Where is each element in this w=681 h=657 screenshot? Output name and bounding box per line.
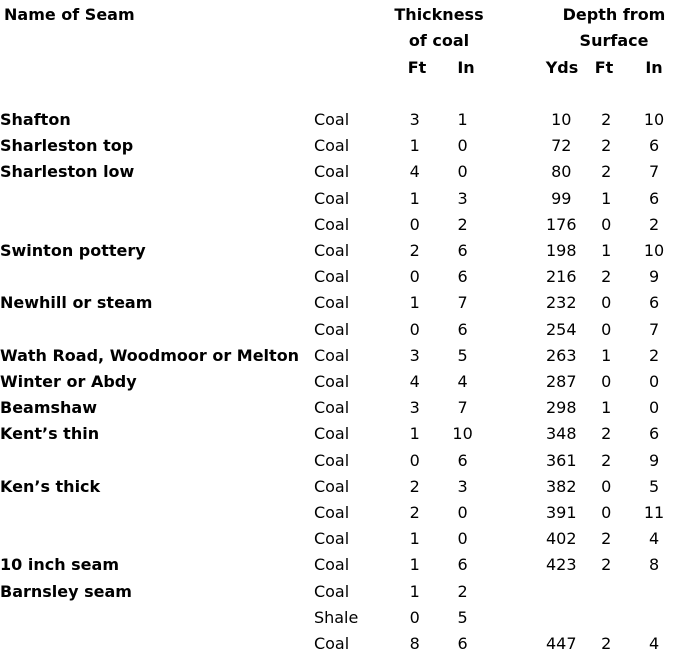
thickness-in: 5 — [457, 345, 468, 365]
column-gap — [488, 369, 538, 395]
column-gap — [488, 474, 538, 500]
thickness-in: 4 — [457, 372, 468, 392]
column-gap — [488, 500, 538, 526]
depth-ft: 1 — [601, 345, 612, 365]
table-row — [0, 133, 681, 159]
seam-name — [0, 212, 314, 238]
thickness-ft: 0 — [409, 607, 420, 627]
depth-ft — [585, 605, 627, 631]
header-depth-in: In — [645, 58, 663, 77]
table-row — [0, 290, 681, 316]
seam-name — [0, 317, 314, 343]
table-row — [0, 369, 681, 395]
depth-in: 11 — [643, 503, 665, 523]
column-gap — [488, 579, 538, 605]
thickness-ft: 1 — [409, 581, 420, 601]
table-row — [0, 107, 681, 133]
depth-ft: 1 — [601, 241, 612, 261]
seam-name: 10 inch seam — [0, 555, 119, 575]
table-row — [0, 552, 681, 578]
thickness-ft: 3 — [409, 110, 420, 129]
thickness-in: 6 — [457, 634, 468, 654]
seam-table-body — [0, 107, 681, 657]
depth-yds: 99 — [551, 188, 572, 208]
column-gap — [488, 212, 538, 238]
column-gap — [488, 159, 538, 185]
thickness-in: 0 — [457, 503, 468, 523]
table-row — [0, 579, 681, 605]
depth-ft: 2 — [601, 162, 612, 182]
depth-in: 2 — [648, 214, 660, 234]
seam-name — [0, 605, 314, 631]
material-type: Coal — [313, 241, 350, 261]
material-type: Coal — [313, 214, 350, 234]
depth-yds — [537, 579, 585, 605]
table-row — [0, 631, 681, 657]
depth-ft: 0 — [601, 293, 612, 313]
header-thickness-ft: Ft — [407, 58, 427, 77]
column-gap — [488, 605, 538, 631]
material-type: Coal — [313, 555, 350, 575]
header-thickness-line1: Thickness — [394, 5, 484, 24]
column-gap — [488, 186, 538, 212]
depth-in — [627, 605, 681, 631]
thickness-ft: 8 — [409, 634, 420, 654]
depth-ft: 2 — [601, 634, 612, 654]
material-type: Coal — [313, 267, 350, 287]
depth-in: 9 — [648, 267, 660, 287]
depth-in: 8 — [648, 555, 660, 575]
thickness-in: 6 — [457, 555, 468, 575]
table-row — [0, 238, 681, 264]
table-row — [0, 421, 681, 447]
thickness-in: 6 — [457, 450, 468, 470]
depth-in: 4 — [648, 634, 660, 654]
column-gap — [488, 290, 538, 316]
seam-name: Beamshaw — [0, 398, 98, 418]
depth-in: 9 — [648, 450, 660, 470]
table-row — [0, 186, 681, 212]
seam-name — [0, 448, 314, 474]
depth-ft: 0 — [601, 503, 612, 523]
depth-ft: 2 — [601, 424, 612, 444]
thickness-ft: 2 — [409, 476, 420, 496]
seam-name: Shafton — [0, 110, 71, 129]
thickness-ft: 4 — [409, 162, 420, 182]
seam-name: Ken’s thick — [0, 476, 101, 496]
seam-name — [0, 631, 314, 657]
thickness-in: 3 — [457, 188, 468, 208]
thickness-in: 1 — [457, 110, 468, 129]
depth-yds: 72 — [551, 136, 572, 156]
depth-in: 7 — [648, 319, 660, 339]
seam-name: Wath Road, Woodmoor or Melton — [0, 345, 300, 365]
thickness-in: 0 — [457, 162, 468, 182]
depth-yds: 348 — [546, 424, 577, 444]
column-gap — [488, 264, 538, 290]
depth-yds: 382 — [546, 476, 577, 496]
thickness-in: 2 — [457, 214, 468, 234]
seam-name — [0, 186, 314, 212]
depth-ft: 2 — [601, 136, 612, 156]
thickness-in: 7 — [457, 398, 468, 418]
seam-name — [0, 264, 314, 290]
depth-in: 0 — [648, 398, 660, 418]
depth-ft: 0 — [601, 372, 612, 392]
material-type: Coal — [313, 293, 350, 313]
table-row — [0, 264, 681, 290]
depth-ft: 0 — [601, 319, 612, 339]
depth-ft: 2 — [601, 450, 612, 470]
depth-ft: 2 — [601, 110, 612, 129]
thickness-ft: 1 — [409, 293, 420, 313]
material-type: Coal — [313, 345, 350, 365]
material-type: Coal — [313, 450, 350, 470]
depth-yds: 232 — [546, 293, 577, 313]
depth-yds: 402 — [546, 529, 577, 549]
thickness-ft: 0 — [409, 214, 420, 234]
material-type: Shale — [313, 607, 359, 627]
thickness-ft: 0 — [409, 450, 420, 470]
header-thickness-in: In — [457, 58, 475, 77]
depth-ft: 0 — [601, 476, 612, 496]
thickness-in: 5 — [457, 607, 468, 627]
seam-name: Swinton pottery — [0, 241, 146, 261]
column-gap — [488, 107, 538, 133]
material-type: Coal — [313, 503, 350, 523]
depth-in: 6 — [648, 136, 660, 156]
depth-in: 2 — [648, 345, 660, 365]
thickness-ft: 2 — [409, 241, 420, 261]
column-gap — [488, 343, 538, 369]
column-gap — [488, 317, 538, 343]
seam-name: Newhill or steam — [0, 293, 153, 313]
header-name-of-seam: Name of Seam — [4, 5, 135, 24]
thickness-in: 2 — [457, 581, 468, 601]
thickness-ft: 0 — [409, 319, 420, 339]
depth-yds: 254 — [546, 319, 577, 339]
thickness-ft: 1 — [409, 555, 420, 575]
material-type: Coal — [313, 634, 350, 654]
thickness-in: 6 — [457, 319, 468, 339]
thickness-in: 0 — [457, 136, 468, 156]
depth-ft: 1 — [601, 188, 612, 208]
table-row — [0, 500, 681, 526]
material-type: Coal — [313, 372, 350, 392]
depth-yds: 361 — [546, 450, 577, 470]
column-gap — [488, 395, 538, 421]
header-thickness-line2: of coal — [408, 31, 470, 50]
header-depth-ft: Ft — [594, 58, 614, 77]
thickness-in: 6 — [457, 241, 468, 261]
table-row — [0, 317, 681, 343]
material-type: Coal — [313, 424, 350, 444]
material-type: Coal — [313, 162, 350, 182]
column-gap — [488, 552, 538, 578]
depth-yds: 298 — [546, 398, 577, 418]
table-row — [0, 159, 681, 185]
depth-yds: 80 — [551, 162, 572, 182]
depth-in — [627, 579, 681, 605]
thickness-ft: 1 — [409, 136, 420, 156]
table-row — [0, 474, 681, 500]
seam-name: Barnsley seam — [0, 581, 132, 601]
depth-yds: 198 — [546, 241, 577, 261]
depth-in: 6 — [648, 424, 660, 444]
depth-ft: 2 — [601, 529, 612, 549]
depth-yds: 10 — [551, 110, 572, 129]
depth-yds: 447 — [546, 634, 577, 654]
seam-name — [0, 500, 314, 526]
seam-name: Kent’s thin — [0, 424, 100, 444]
material-type: Coal — [313, 188, 350, 208]
header-depth-line1: Depth from — [562, 5, 666, 24]
material-type: Coal — [313, 110, 350, 129]
depth-ft: 2 — [601, 267, 612, 287]
depth-ft: 0 — [601, 214, 612, 234]
thickness-ft: 3 — [409, 398, 420, 418]
header-depth-yds: Yds — [545, 58, 579, 77]
depth-in: 0 — [648, 372, 660, 392]
thickness-in: 10 — [452, 424, 473, 444]
thickness-in: 7 — [457, 293, 468, 313]
material-type: Coal — [313, 136, 350, 156]
depth-in: 4 — [648, 529, 660, 549]
column-gap — [488, 238, 538, 264]
seam-name: Sharleston low — [0, 162, 135, 182]
depth-ft — [585, 579, 627, 605]
header-depth-line2: Surface — [579, 31, 649, 50]
material-type: Coal — [313, 398, 350, 418]
material-type: Coal — [313, 319, 350, 339]
material-type: Coal — [313, 581, 350, 601]
depth-yds: 263 — [546, 345, 577, 365]
thickness-in: 0 — [457, 529, 468, 549]
column-gap — [488, 526, 538, 552]
depth-ft: 1 — [601, 398, 612, 418]
depth-in: 6 — [648, 188, 660, 208]
table-row — [0, 448, 681, 474]
depth-yds: 287 — [546, 372, 577, 392]
depth-ft: 2 — [601, 555, 612, 575]
table-row — [0, 343, 681, 369]
table-row — [0, 526, 681, 552]
seam-name: Sharleston top — [0, 136, 134, 156]
column-gap — [488, 421, 538, 447]
seam-name — [0, 526, 314, 552]
seam-name: Winter or Abdy — [0, 372, 137, 392]
seam-table — [0, 107, 681, 657]
table-row — [0, 212, 681, 238]
thickness-in: 3 — [457, 476, 468, 496]
thickness-ft: 4 — [409, 372, 420, 392]
thickness-ft: 0 — [409, 267, 420, 287]
depth-yds: 391 — [546, 503, 577, 523]
thickness-ft: 1 — [409, 529, 420, 549]
thickness-ft: 1 — [409, 424, 420, 444]
thickness-in: 6 — [457, 267, 468, 287]
thickness-ft: 1 — [409, 188, 420, 208]
depth-yds: 423 — [546, 555, 577, 575]
table-row — [0, 605, 681, 631]
depth-yds: 176 — [546, 214, 577, 234]
column-gap — [488, 448, 538, 474]
depth-in: 6 — [648, 293, 660, 313]
column-gap — [488, 631, 538, 657]
thickness-ft: 3 — [409, 345, 420, 365]
depth-in: 7 — [648, 162, 660, 182]
material-type: Coal — [313, 529, 350, 549]
depth-in: 5 — [648, 476, 660, 496]
depth-yds: 216 — [546, 267, 577, 287]
depth-yds — [537, 605, 585, 631]
table-row — [0, 395, 681, 421]
thickness-ft: 2 — [409, 503, 420, 523]
depth-in: 10 — [643, 110, 665, 129]
material-type: Coal — [313, 476, 350, 496]
column-gap — [488, 133, 538, 159]
depth-in: 10 — [643, 241, 665, 261]
